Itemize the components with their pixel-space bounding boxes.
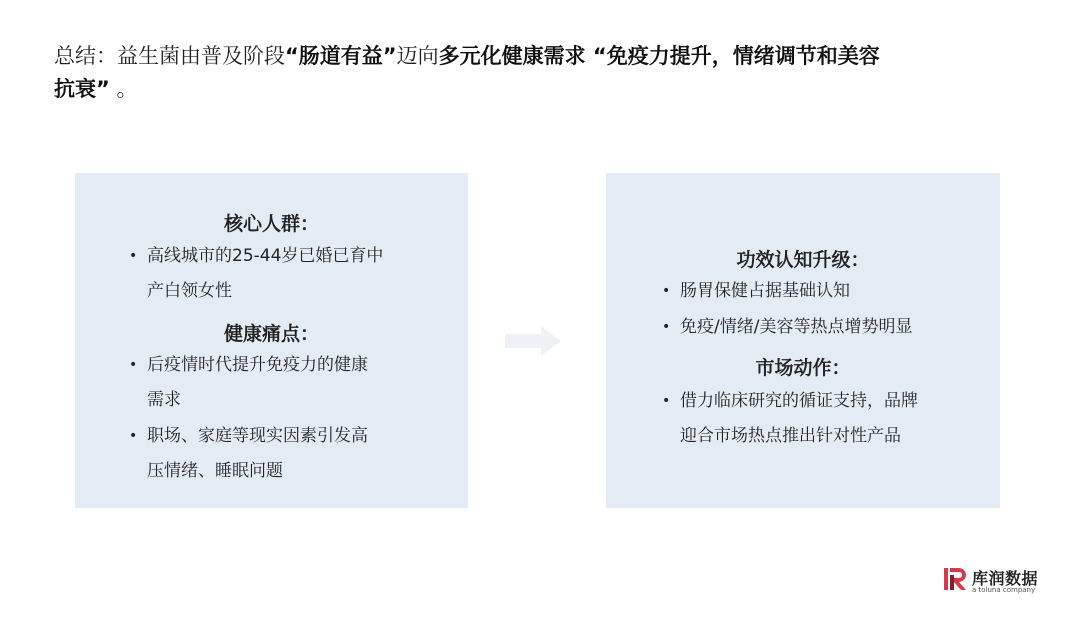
left-bullet-3-line-1: 职场、家庭等现实因素引发高 [147, 426, 368, 446]
right-bullet-1 [662, 274, 850, 309]
summary-part-1: 总结：益生菌由普及阶段 [54, 44, 285, 68]
left-bullet-2-line-1: 后疫情时代提升免疫力的健康 [147, 355, 368, 375]
brand-logo [942, 566, 1052, 596]
summary-bold-1: “肠道有益” [285, 44, 397, 68]
summary-part-3: 。 [109, 77, 138, 101]
right-bullet-2 [662, 310, 913, 345]
right-bullet-3 [662, 384, 918, 454]
right-bullet-1-text: 肠胃保健占据基础认知 [680, 281, 850, 301]
bullet-dot: • [129, 428, 138, 444]
left-bullet-1-line-2: 产白领女性 [147, 281, 232, 301]
bullet-dot: • [129, 248, 138, 264]
logo-mark-icon [942, 566, 968, 592]
right-bullet-3-line-2: 迎合市场热点推出针对性产品 [680, 426, 901, 446]
right-card [606, 173, 1000, 508]
left-bullet-2 [129, 348, 368, 418]
summary-part-2: 迈向 [396, 44, 439, 68]
left-bullet-2-line-2: 需求 [147, 390, 181, 410]
left-bullet-1-line-1: 高线城市的25-44岁已婚已育中 [147, 246, 384, 266]
left-card [75, 173, 468, 508]
bullet-dot: • [129, 357, 138, 373]
bullet-dot: • [662, 283, 671, 299]
left-bullet-1 [129, 239, 384, 309]
logo-name: 库润数据 [972, 569, 1039, 588]
pain-points-heading: 健康痛点： [223, 323, 319, 345]
left-bullet-3 [129, 419, 368, 489]
summary-bold-2: 多元化健康需求 “免疫力提升，情绪调节和美容 [438, 44, 880, 68]
right-bullet-2-text: 免疫/情绪/美容等热点增势明显 [680, 317, 913, 337]
right-arrow-icon [505, 326, 561, 356]
efficacy-heading: 功效认知升级： [736, 249, 870, 271]
market-action-heading: 市场动作： [755, 357, 851, 379]
logo-tagline: a toluna company [972, 586, 1036, 594]
summary-bold-3: 抗衰” [54, 77, 110, 101]
left-bullet-3-line-2: 压情绪、睡眠问题 [147, 461, 283, 481]
bullet-dot: • [662, 319, 671, 335]
summary-text [54, 40, 1014, 106]
right-bullet-3-line-1: 借力临床研究的循证支持，品牌 [680, 391, 918, 411]
core-group-heading: 核心人群： [223, 213, 319, 235]
bullet-dot: • [662, 393, 671, 409]
